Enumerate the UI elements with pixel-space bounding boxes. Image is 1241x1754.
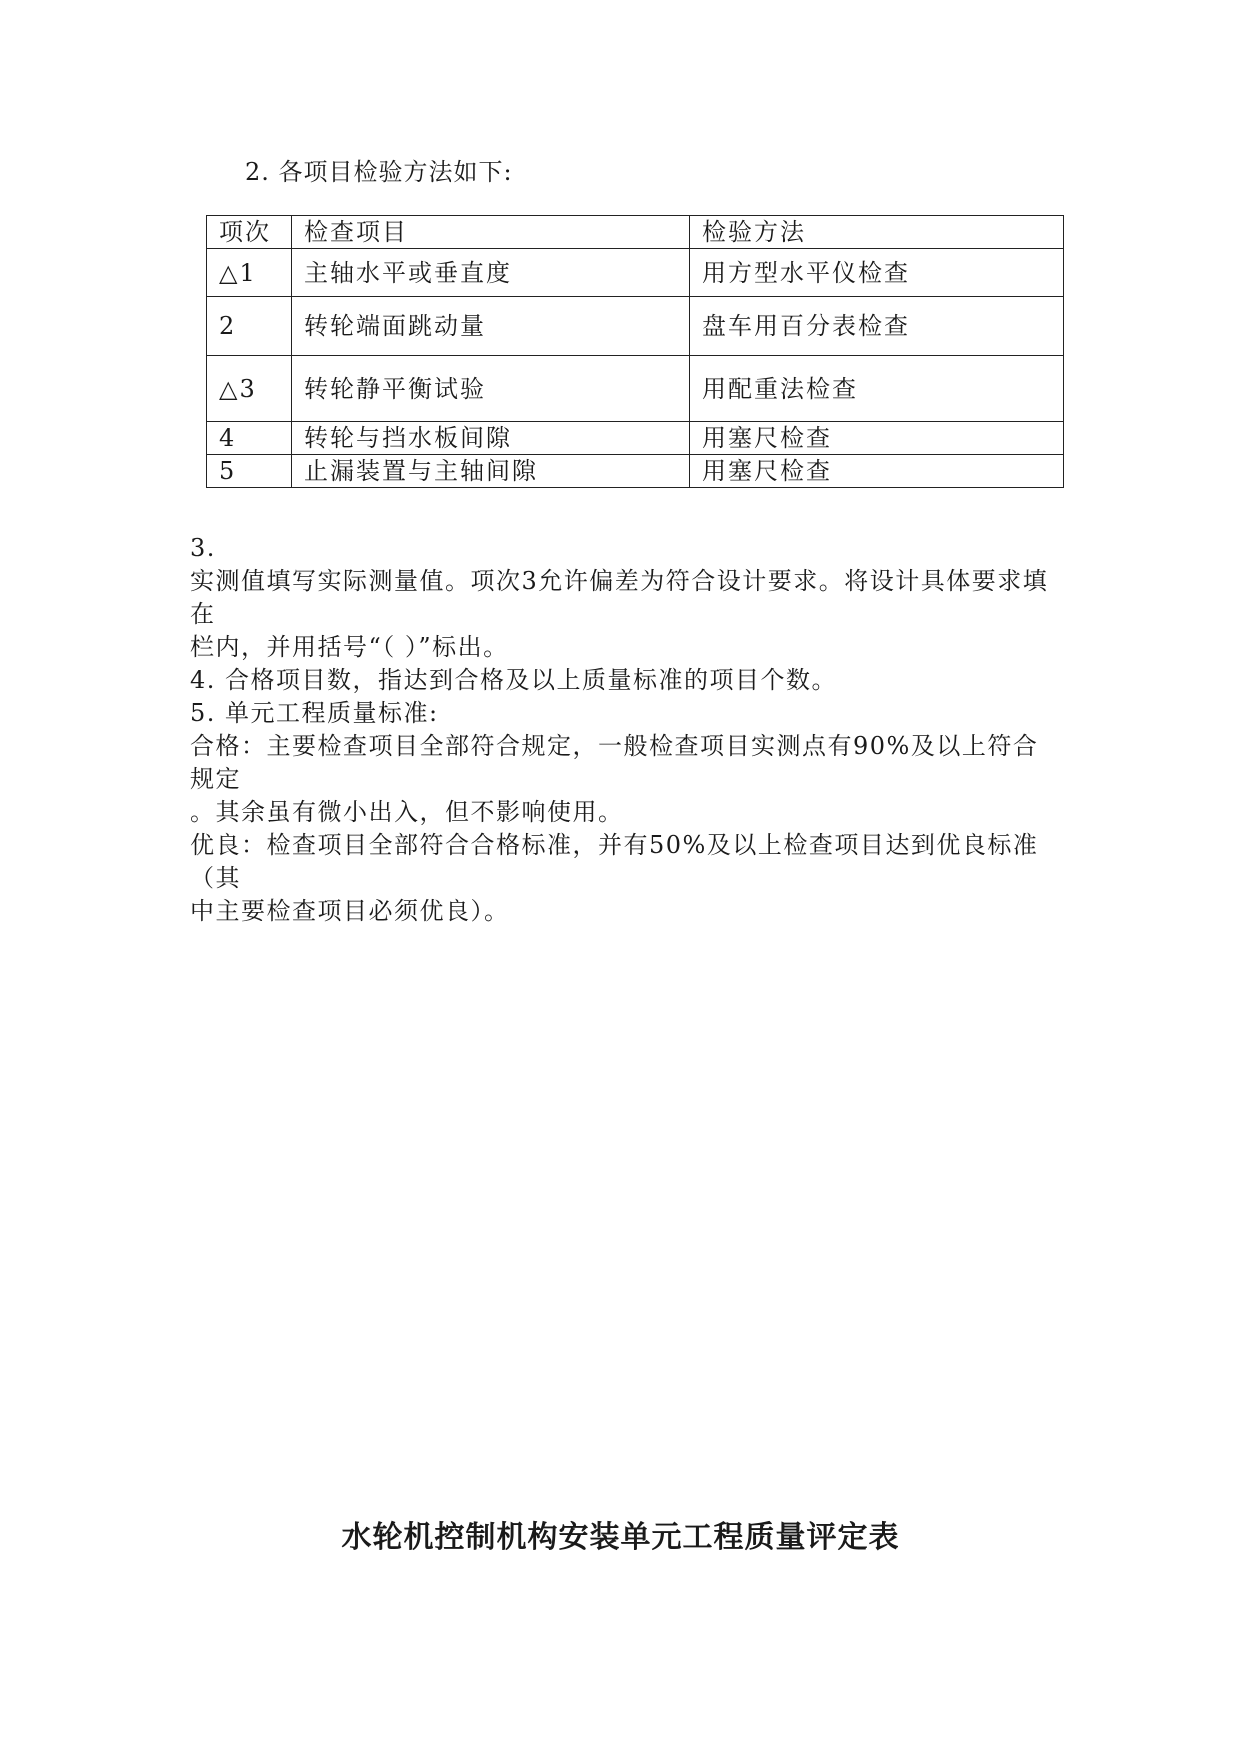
row-check-item: 主轴水平或垂直度 — [292, 249, 690, 297]
next-form-title: 水轮机控制机构安装单元工程质量评定表 — [341, 1520, 900, 1555]
table-row — [207, 249, 1064, 297]
note-5: 5. 单元工程质量标准: — [190, 699, 439, 727]
table-row — [207, 455, 1064, 488]
note-3-line-1: 实测值填写实际测量值。项次3允许偏差为符合设计要求。将设计具体要求填在 — [190, 567, 1049, 628]
table-header-row — [207, 216, 1064, 249]
row-check-item: 转轮与挡水板间隙 — [292, 422, 690, 455]
header-method: 检验方法 — [690, 216, 1064, 249]
pass-standard-line-1: 合格：主要检查项目全部符合规定，一般检查项目实测点有90%及以上符合规定 — [190, 732, 1039, 793]
table-row — [207, 356, 1064, 422]
notes-section — [190, 532, 1060, 928]
row-item-no: △1 — [207, 249, 292, 297]
row-method: 用塞尺检查 — [690, 455, 1064, 488]
note-3-line-2: 栏内，并用括号“（ ）”标出。 — [190, 633, 509, 661]
row-check-item: 转轮静平衡试验 — [292, 356, 690, 422]
row-method: 用配重法检查 — [690, 356, 1064, 422]
row-check-item: 转轮端面跳动量 — [292, 297, 690, 356]
row-check-item: 止漏装置与主轴间隙 — [292, 455, 690, 488]
header-check-item: 检查项目 — [292, 216, 690, 249]
table-row — [207, 422, 1064, 455]
row-item-no: 5 — [207, 455, 292, 488]
row-item-no: 2 — [207, 297, 292, 356]
note-4: 4. 合格项目数，指达到合格及以上质量标准的项目个数。 — [190, 666, 838, 694]
row-item-no: △3 — [207, 356, 292, 422]
table-row — [207, 297, 1064, 356]
pass-standard-line-2: 。其余虽有微小出入，但不影响使用。 — [190, 798, 624, 826]
inspection-method-table — [206, 215, 1064, 488]
excellent-standard-line-1: 优良：检查项目全部符合合格标准，并有50%及以上检查项目达到优良标准（其 — [190, 831, 1039, 892]
header-item-no: 项次 — [207, 216, 292, 249]
row-method: 用塞尺检查 — [690, 422, 1064, 455]
section-heading: 2. 各项目检验方法如下: — [245, 158, 513, 186]
row-method: 用方型水平仪检查 — [690, 249, 1064, 297]
row-item-no: 4 — [207, 422, 292, 455]
excellent-standard-line-2: 中主要检查项目必须优良）。 — [190, 897, 510, 925]
row-method: 盘车用百分表检查 — [690, 297, 1064, 356]
note-3-number: 3. — [190, 534, 216, 562]
